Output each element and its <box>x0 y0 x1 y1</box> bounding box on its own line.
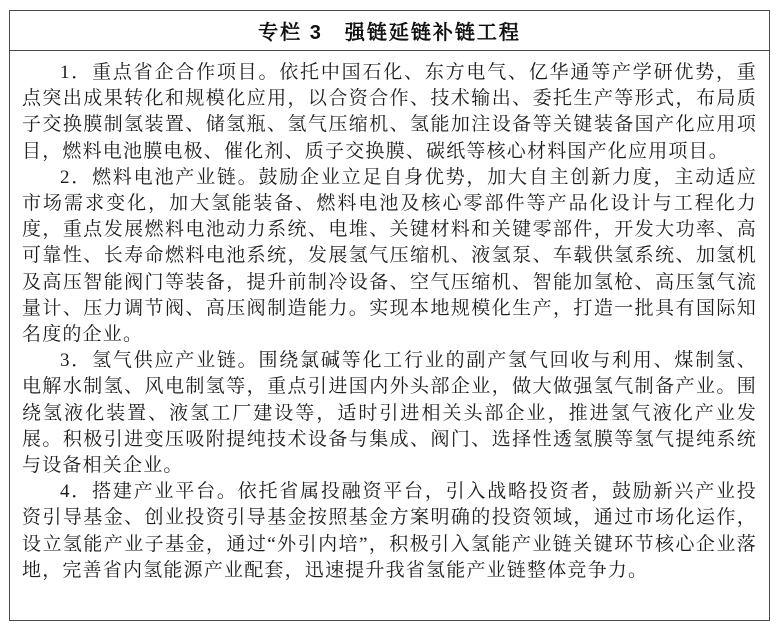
paragraph-hydrogen-supply-industry-chain: 3．氢气供应产业链。围绕氯碱等化工行业的副产氢气回收与利用、煤制氢、电解水制氢、风电制氢等，重点引进国内外头部企业，做大做强氢气制备产业。围绕氢液化装置、液氢工厂建设等，适时引进相关头部企业，推进氢气液化产业发展。积极引进变压吸附提纯技术设备与集成、阀门、选择性透氢膜等氢气提纯系统与设备相关企业。 <box>22 350 757 477</box>
paragraph-industry-platform: 4．搭建产业平台。依托省属投融资平台，引入战略投资者，鼓励新兴产业投资引导基金、创业投资引导基金按照基金方案明确的投资领域，通过市场化运作，设立氢能产业子基金，通过“外引内培”，积极引入氢能产业链关键环节核心企业落地，完善省内氢能源产业配套，迅速提升我省氢能产业链整体竞争力。 <box>22 481 757 581</box>
callout-box <box>9 10 770 621</box>
paragraph-key-cooperation-projects: 1．重点省企合作项目。依托中国石化、东方电气、亿华通等产学研优势，重点突出成果转化和规模化应用，以合资合作、技术输出、委托生产等形式，布局质子交换膜制氢装置、储氢瓶、氢气压缩机、氢能加注设备等关键装备国产化应用项目，燃料电池膜电极、催化剂、质子交换膜、碳纸等核心材料国产化应用项目。 <box>22 62 757 162</box>
box-title: 专栏 3 强链延链补链工程 <box>10 11 769 51</box>
paragraph-fuel-cell-industry-chain: 2．燃料电池产业链。鼓励企业立足自身优势，加大自主创新力度，主动适应市场需求变化，加大氢能装备、燃料电池及核心零部件等产品化设计与工程化力度，重点发展燃料电池动力系统、电堆、关键材料和关键零部件，开发大功率、高可靠性、长寿命燃料电池系统，发展氢气压缩机、液氢泵、车载供氢系统、加氢机及高压智能阀门等装备，提升前制冷设备、空气压缩机、智能加氢枪、高压氢气流量计、压力调节阀、高压阀制造能力。实现本地规模化生产，打造一批具有国际知名度的企业。 <box>22 166 757 346</box>
box-body <box>10 51 769 584</box>
